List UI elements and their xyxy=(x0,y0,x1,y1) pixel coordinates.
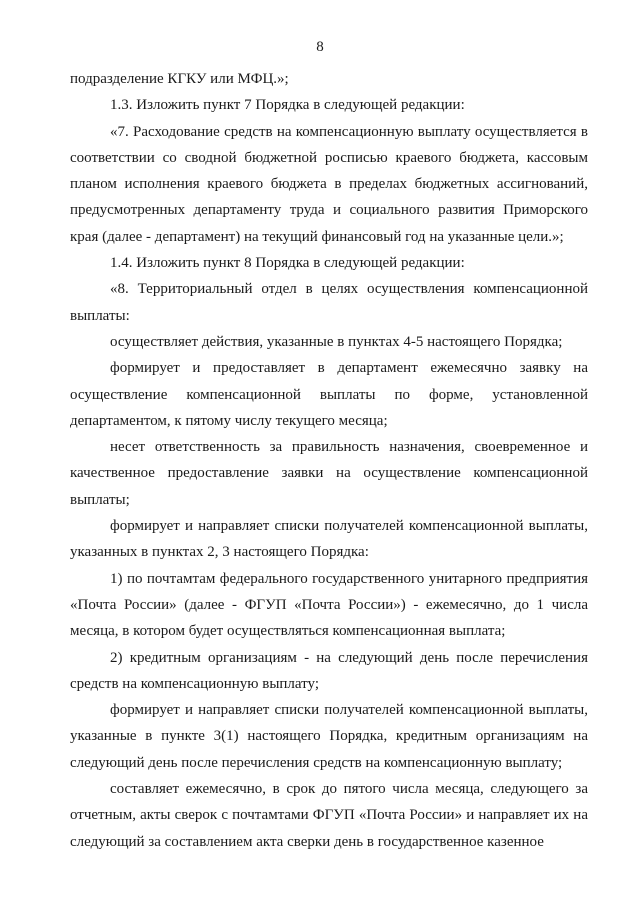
paragraph-request: формирует и предоставляет в департамент ежемесячно заявку на осуществление компенсационной выплаты по форме, установленной департаментом, к пятому числу текущего месяца; xyxy=(70,360,588,429)
page-number: 8 xyxy=(316,39,324,55)
paragraph-point-7: «7. Расходование средств на компенсационную выплату осуществляется в соответствии со сводной бюджетной росписью краевого бюджета, кассовым планом исполнения краевого бюджета в пределах бюджетных ассигнований, предусмотренных департаменту труда и социального развития Приморского края (далее - департамент) на текущий финансовый год на указанные цели.»; xyxy=(70,123,588,245)
paragraph-list-item-2: 2) кредитным организациям - на следующий день после перечисления средств на компенсационную выплату; xyxy=(70,649,588,692)
paragraph-point-8: «8. Территориальный отдел в целях осуществления компенсационной выплаты: xyxy=(70,281,588,324)
paragraph-continuation: подразделение КГКУ или МФЦ.»; xyxy=(70,71,289,87)
paragraph-item-1-3: 1.3. Изложить пункт 7 Порядка в следующей редакции: xyxy=(110,97,465,114)
paragraph-recipient-lists: формирует и направляет списки получателей компенсационной выплаты, указанных в пунктах 2, 3 настоящего Порядка: xyxy=(70,518,588,561)
paragraph-lists-3-1: формирует и направляет списки получателей компенсационной выплаты, указанные в пункте 3(1) настоящего Порядка, кредитным организациям на следующий день после перечисления средств на компенсационную выплату; xyxy=(70,702,588,771)
paragraph-actions: осуществляет действия, указанные в пунктах 4-5 настоящего Порядка; xyxy=(110,333,563,350)
paragraph-item-1-4: 1.4. Изложить пункт 8 Порядка в следующей редакции: xyxy=(110,255,465,272)
paragraph-list-item-1: 1) по почтамтам федерального государственного унитарного предприятия «Почта России» (далее - ФГУП «Почта России») - ежемесячно, до 1 числа месяца, в котором будет осуществляться компенсационная выплата; xyxy=(70,570,588,640)
paragraph-reconciliation: составляет ежемесячно, в срок до пятого числа месяца, следующего за отчетным, акты сверок с почтамтами ФГУП «Почта России» и направляет их на следующий за составлением акта сверки день в государственное казенное xyxy=(70,781,588,850)
document-body xyxy=(70,66,588,855)
paragraph-responsibility: несет ответственность за правильность назначения, своевременное и качественное предоставление заявки на осуществление компенсационной выплаты; xyxy=(70,439,588,508)
